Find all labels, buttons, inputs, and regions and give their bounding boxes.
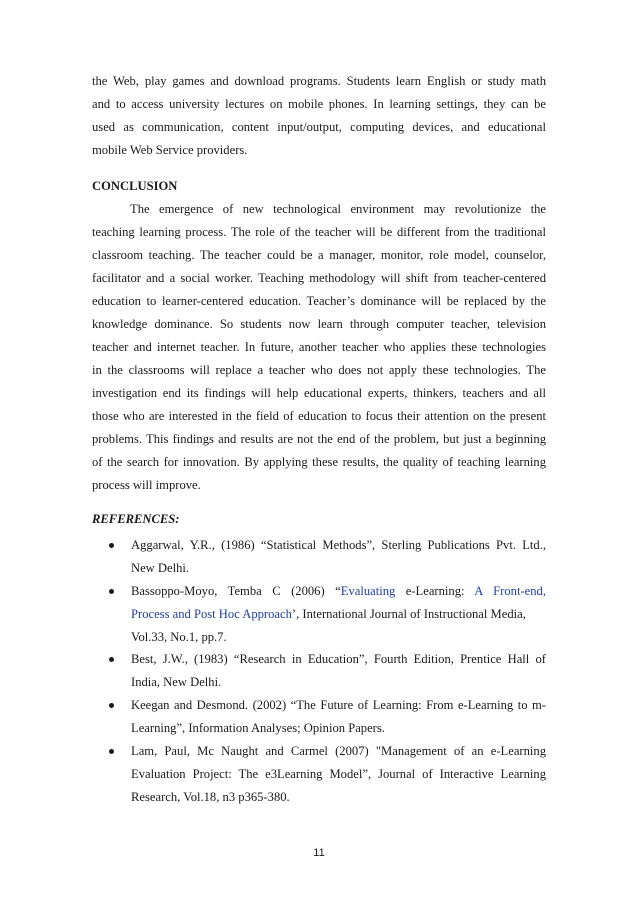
- reference-line: Lam, Paul, Mc Naught and Carmel (2007) "Management of an e-Learning: [131, 744, 546, 758]
- conclusion-line: problems. This findings and results are not the end of the problem, but just a beginning: [92, 432, 546, 446]
- references-heading: REFERENCES:: [92, 512, 180, 526]
- reference-line: Evaluation Project: The e3Learning Model”, Journal of Interactive Learning: [131, 767, 546, 781]
- intro-paragraph: [92, 70, 546, 162]
- reference-line: Research, Vol.18, n3 p365-380.: [131, 790, 290, 804]
- reference-text: e-Learning:: [395, 584, 475, 598]
- conclusion-line: in the classrooms will replace a teacher who does not apply these technologies. The: [92, 363, 546, 377]
- reference-line: Aggarwal, Y.R., (1986) “Statistical Methods”, Sterling Publications Pvt. Ltd.,: [131, 538, 546, 552]
- page-number: 11: [313, 847, 325, 859]
- conclusion-line: knowledge dominance. So students now learn through computer teacher, television: [92, 317, 546, 331]
- conclusion-line: teaching learning process. The role of the teacher will be different from the traditional: [92, 225, 546, 239]
- reference-link[interactable]: Evaluating: [340, 584, 396, 598]
- conclusion-section: [92, 175, 546, 497]
- conclusion-line: investigation end its findings will help educational experts, thinkers, teachers and all: [92, 386, 546, 400]
- conclusion-line: process will improve.: [92, 478, 201, 492]
- conclusion-line: education to learner-centered education. Teacher’s dominance will be replaced by the: [92, 294, 546, 308]
- intro-line: mobile Web Service providers.: [92, 143, 248, 157]
- conclusion-heading: CONCLUSION: [92, 179, 178, 193]
- reference-line: India, New Delhi.: [131, 675, 222, 689]
- reference-line: [131, 580, 546, 603]
- reference-line: Vol.33, No.1, pp.7.: [131, 630, 227, 644]
- references-section: [92, 508, 546, 531]
- conclusion-line: of the search for innovation. By applying these results, the quality of teaching learning: [92, 455, 546, 469]
- reference-link[interactable]: A Front-end,: [474, 584, 546, 598]
- conclusion-line: The emergence of new technological environment may revolutionize the: [130, 202, 546, 216]
- intro-line: the Web, play games and download programs. Students learn English or study math: [92, 74, 546, 88]
- intro-line: and to access university lectures on mobile phones. In learning settings, they can be: [92, 97, 546, 111]
- conclusion-line: classroom teaching. The teacher could be a manager, monitor, role model, counselor,: [92, 248, 546, 262]
- bullet-icon: [109, 657, 114, 662]
- bullet-icon: [109, 749, 114, 754]
- reference-line: Learning”, Information Analyses; Opinion Papers.: [131, 721, 385, 735]
- reference-text: ’, International Journal of Instructional Media,: [291, 607, 526, 621]
- conclusion-line: teacher and internet teacher. In future, another teacher who applies these technologies: [92, 340, 546, 354]
- reference-line: Best, J.W., (1983) “Research in Education”, Fourth Edition, Prentice Hall of: [131, 652, 546, 666]
- bullet-icon: [109, 543, 114, 548]
- reference-line: [131, 603, 546, 626]
- reference-line: New Delhi.: [131, 561, 190, 575]
- conclusion-line: facilitator and a social worker. Teaching methodology will shift from teacher-centered: [92, 271, 546, 285]
- reference-line: Keegan and Desmond. (2002) “The Future of Learning: From e-Learning to m-: [131, 698, 546, 712]
- intro-line: used as communication, content input/output, computing devices, and educational: [92, 120, 546, 134]
- reference-text: Bassoppo-Moyo, Temba C (2006) “: [131, 584, 341, 598]
- bullet-icon: [109, 703, 114, 708]
- bullet-icon: [109, 589, 114, 594]
- conclusion-line: those who are interested in the field of education to focus their attention on the present: [92, 409, 546, 423]
- reference-link[interactable]: Process and Post Hoc Approach: [131, 607, 292, 621]
